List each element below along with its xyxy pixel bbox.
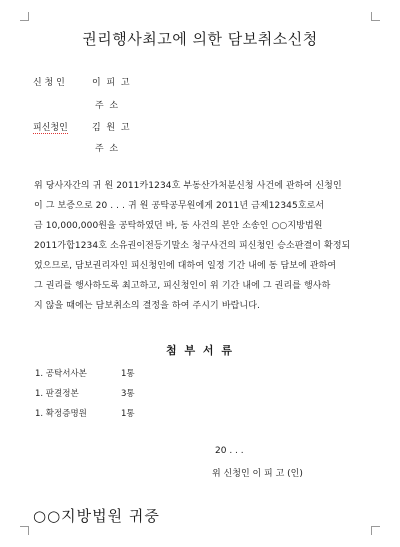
filing-date: 20 . . . xyxy=(215,446,244,456)
body-line: 지 않을 때에는 담보취소의 결정을 하여 주시기 바랍니다. xyxy=(34,301,260,311)
applicant-role: 신 청 인 xyxy=(33,78,65,88)
attachment-count: 1통 xyxy=(121,369,135,379)
body-line: 이 그 보증으로 20 . . . 귀 원 공탁공무원에게 2011년 금제12345호로서 xyxy=(34,201,325,211)
attachment-name: 1. 판결정본 xyxy=(35,389,79,399)
attachments-title: 첨 부 서 류 xyxy=(166,344,234,357)
attachment-count: 3통 xyxy=(121,389,135,399)
applicant-address-label: 주 소 xyxy=(95,101,119,111)
body-line: 2011가합1234호 소유권이전등기말소 청구사건의 피신청인 승소판결이 확정되 xyxy=(34,241,351,251)
attachment-name: 1. 확정증명원 xyxy=(35,409,87,419)
document-title: 권리행사최고에 의한 담보취소신청 xyxy=(82,30,318,48)
respondent-name: 김 원 고 xyxy=(92,123,130,133)
page-corner-mark xyxy=(371,526,380,535)
page-corner-mark xyxy=(371,12,380,21)
court-addressee: ○○지방법원 귀중 xyxy=(33,507,160,525)
body-line: 위 당사자간의 귀 원 2011카1234호 부동산가처분신청 사건에 관하여 신청인 xyxy=(34,181,342,191)
attachment-name: 1. 공탁서사본 xyxy=(35,369,87,379)
applicant-name: 이 피 고 xyxy=(92,78,130,88)
page-corner-mark xyxy=(20,12,29,21)
body-line: 었으므로, 담보권리자인 피신청인에 대하여 일정 기간 내에 동 담보에 관하여 xyxy=(34,261,337,271)
page-corner-mark xyxy=(20,526,29,535)
respondent-address-label: 주 소 xyxy=(95,144,119,154)
respondent-role: 피신청인 xyxy=(33,120,68,134)
body-line: 금 10,000,000원을 공탁하였던 바, 동 사건의 본안 소송인 ○○지방법원 xyxy=(34,221,323,231)
body-line: 그 권리를 행사하도록 최고하고, 피신청인이 위 기간 내에 그 권리를 행사하 xyxy=(34,281,331,291)
attachment-count: 1통 xyxy=(121,409,135,419)
application-body xyxy=(34,176,376,316)
signer-line: 위 신청인 이 피 고 (인) xyxy=(212,469,303,479)
